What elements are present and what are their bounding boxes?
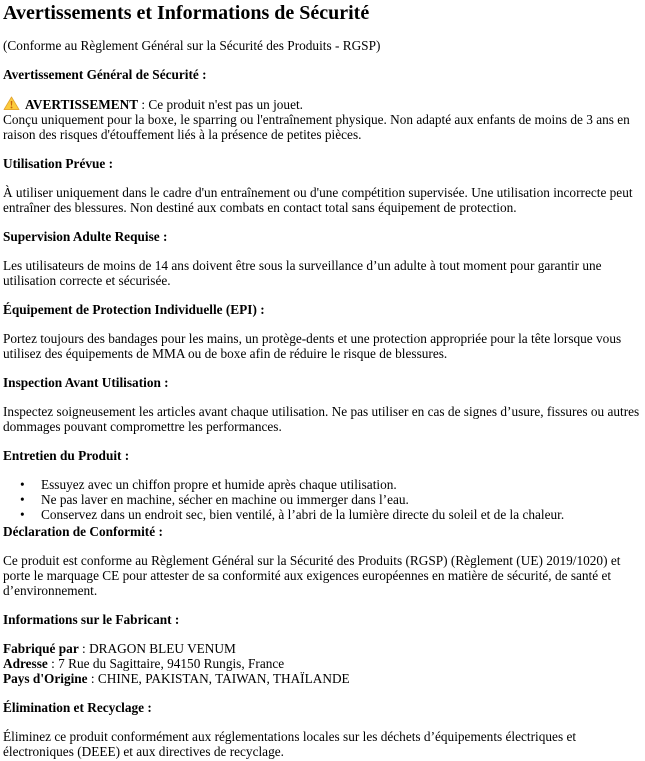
- origin-value: : CHINE, PAKISTAN, TAIWAN, THAÏLANDE: [87, 671, 350, 686]
- intended-use-paragraph: À utiliser uniquement dans le cadre d'un entraînement ou d'une compétition supervisée. Une utilisation incorrecte peut entraîner des blessures. Non destiné aux combats en contact total sans équipement de protection.: [3, 185, 633, 215]
- section-heading-inspection: Inspection Avant Utilisation :: [3, 375, 169, 390]
- warning-text: : Ce produit n'est pas un jouet.: [138, 97, 303, 112]
- warning-triangle-icon: [3, 96, 20, 111]
- made-by-label: Fabriqué par: [3, 641, 79, 656]
- warning-label: AVERTISSEMENT: [25, 97, 139, 112]
- section-heading-manufacturer: Informations sur le Fabricant :: [3, 612, 180, 627]
- recycling-paragraph: Éliminez ce produit conformément aux réglementations locales sur les déchets d’équipements électriques et électroniques (DEEE) et aux directives de recyclage.: [3, 729, 577, 759]
- warning-paragraph: [3, 96, 642, 142]
- list-item: • Essuyez avec un chiffon propre et humide après chaque utilisation.: [41, 477, 642, 492]
- section-heading-conformity: Déclaration de Conformité :: [3, 524, 163, 539]
- manufacturer-made-by-line: [3, 641, 642, 656]
- care-instructions-list: [3, 477, 642, 522]
- list-item: • Conservez dans un endroit sec, bien ventilé, à l’abri de la lumière directe du soleil et de la chaleur.: [41, 507, 642, 522]
- section-heading-general-safety: Avertissement Général de Sécurité :: [3, 67, 207, 82]
- made-by-value: : DRAGON BLEU VENUM: [78, 641, 236, 656]
- conformity-paragraph: Ce produit est conforme au Règlement Général sur la Sécurité des Produits (RGSP) (Règlement (UE) 2019/1020) et porte le marquage CE pour attester de sa conformité aux exigences européennes en matière de sécurité, de santé et d’environnement.: [3, 553, 621, 598]
- section-heading-adult-supervision: Supervision Adulte Requise :: [3, 229, 168, 244]
- manufacturer-info: [3, 641, 642, 686]
- page-title: Avertissements et Informations de Sécurité: [3, 2, 370, 24]
- section-heading-ppe: Équipement de Protection Individuelle (EPI) :: [3, 302, 265, 317]
- warning-line: [3, 96, 642, 112]
- section-heading-recycling: Élimination et Recyclage :: [3, 700, 152, 715]
- section-heading-intended-use: Utilisation Prévue :: [3, 156, 114, 171]
- subtitle: (Conforme au Règlement Général sur la Sécurité des Produits - RGSP): [3, 38, 381, 53]
- ppe-paragraph: Portez toujours des bandages pour les mains, un protège-dents et une protection appropriée pour la tête lorsque vous utilisez des équipements de MMA ou de boxe afin de réduire le risque de blessures.: [3, 331, 622, 361]
- adult-supervision-paragraph: Les utilisateurs de moins de 14 ans doivent être sous la surveillance d’un adulte à tout moment pour garantir une utilisation correcte et sécurisée.: [3, 258, 602, 288]
- address-label: Adresse: [3, 656, 48, 671]
- section-heading-care: Entretien du Produit :: [3, 448, 130, 463]
- manufacturer-origin-line: [3, 671, 642, 686]
- origin-label: Pays d'Origine: [3, 671, 88, 686]
- manufacturer-address-line: [3, 656, 642, 671]
- inspection-paragraph: Inspectez soigneusement les articles avant chaque utilisation. Ne pas utiliser en cas de signes d’usure, fissures ou autres dommages pouvant compromettre les performances.: [3, 404, 640, 434]
- list-item: • Ne pas laver en machine, sécher en machine ou immerger dans l’eau.: [41, 492, 642, 507]
- address-value: : 7 Rue du Sagittaire, 94150 Rungis, France: [47, 656, 285, 671]
- warning-body: Conçu uniquement pour la boxe, le sparring ou l'entraînement physique. Non adapté aux enfants de moins de 3 ans en raison des risques d'étouffement liés à la présence de petites pièces.: [3, 112, 630, 142]
